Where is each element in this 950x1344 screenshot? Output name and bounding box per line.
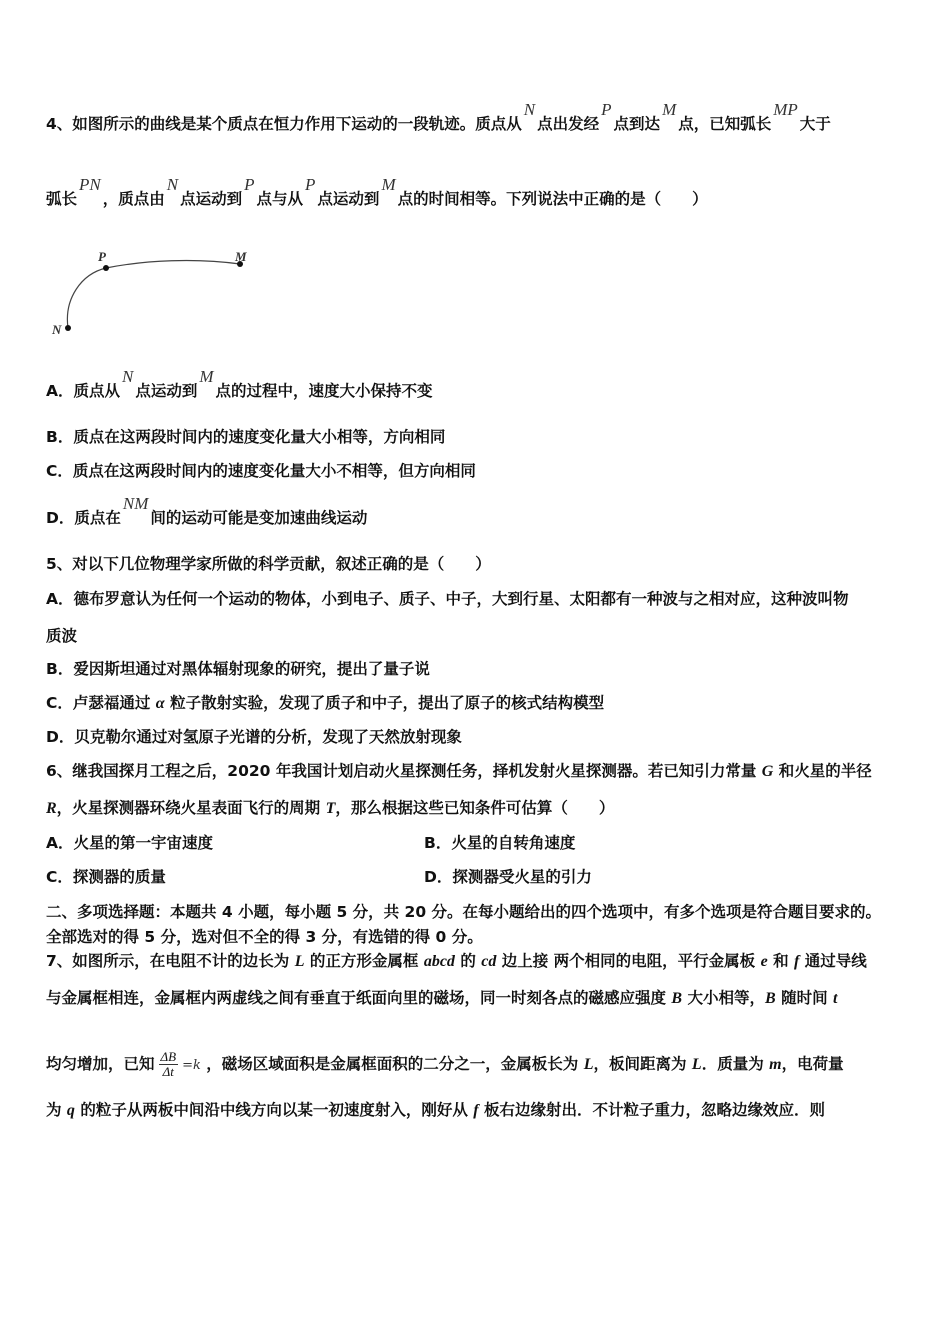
var-P: P [244,175,255,194]
q6-option-c: C．探测器的质量 [46,868,166,886]
q4-option-a: A．质点从N点运动到M点的过程中，速度大小保持不变 [46,367,433,400]
q6-options-row1 [46,833,910,853]
var-R: R [46,800,57,817]
q5-option-a-line1: A．德布罗意认为任何一个运动的物体，小到电子、质子、中子，大到行星、太阳都有一种波与之相对应，这种波叫物 [46,590,849,608]
var-cd: cd [481,953,497,970]
var-q: q [66,1102,75,1119]
trajectory-curve [67,261,240,328]
section2-instructions-line2: 全部选对的得 5 分，选对但不全的得 3 分，有选错的得 0 分。 [46,928,483,946]
q6-stem-line1: 6、继我国探月工程之后，2020 年我国计划启动火星探测任务，择机发射火星探测器。若已知引力常量 G 和火星的半径 [46,762,872,780]
label-p: P [98,249,106,264]
var-f: f [473,1102,479,1119]
q7-stem-line4: 为 q 的粒子从两板中间沿中线方向以某一初速度射入，刚好从 f 板右边缘射出．不计粒子重力，忽略边缘效应．则 [46,1101,825,1119]
var-alpha: α [155,695,165,712]
q4-stem-line1: 4、如图所示的曲线是某个质点在恒力作用下运动的一段轨迹。质点从N点出发经P点到达M点，已知弧长MP大于 [46,100,831,133]
q6-option-d: D．探测器受火星的引力 [424,868,592,886]
q4-option-c: C．质点在这两段时间内的速度变化量大小不相等，但方向相同 [46,462,476,480]
var-abcd: abcd [423,953,455,970]
q4-option-b: B．质点在这两段时间内的速度变化量大小相等，方向相同 [46,428,446,446]
equals-k: =k [182,1058,201,1073]
var-L: L [583,1056,594,1073]
fraction-dB-dt: $\frac{\Delta B}{\Delta t}$ [160,1049,177,1079]
label-m: M [235,249,247,264]
q6-options-row2 [46,867,910,887]
var-T: T [325,800,336,817]
var-P: P [601,100,612,119]
var-M: M [662,100,677,119]
var-L: L [691,1056,702,1073]
var-PN: PN [79,175,101,194]
var-N: N [122,367,134,386]
q5-option-b: B．爱因斯坦通过对黑体辐射现象的研究，提出了量子说 [46,660,430,678]
q7-stem-line3: 均匀增加，已知 $\frac{\Delta B}{\Delta t}$ =k ，磁场区域面积是金属框面积的二分之一，金属板长为 L，板间距离为 L．质量为 m，电荷量 [46,1049,844,1079]
var-P: P [305,175,316,194]
q4-option-d: D．质点在NM间的运动可能是变加速曲线运动 [46,494,368,527]
q7-stem-line1: 7、如图所示，在电阻不计的边长为 L 的正方形金属框 abcd 的 cd 边上接 两个相同的电阻，平行金属板 e 和 f 通过导线 [46,952,867,970]
trajectory-figure [46,244,256,339]
q6-stem-line2: R，火星探测器环绕火星表面飞行的周期 T，那么根据这些已知条件可估算（ ） [46,799,615,817]
q4-stem-line2: 弧长PN，质点由N点运动到P点与从P点运动到M点的时间相等。下列说法中正确的是（ ） [46,175,708,208]
var-G: G [761,763,774,780]
var-t: t [833,990,838,1007]
q6-option-a: A．火星的第一宇宙速度 [46,834,213,852]
var-MP: MP [773,100,798,119]
var-N: N [166,175,179,194]
q5-option-a-line2: 质波 [46,627,78,645]
var-NM: NM [122,494,149,513]
var-B: B [765,990,776,1007]
q5-option-c: C．卢瑟福通过 α 粒子散射实验，发现了质子和中子，提出了原子的核式结构模型 [46,694,605,712]
point-p [103,265,109,271]
q5-option-d: D．贝克勒尔通过对氢原子光谱的分析，发现了天然放射现象 [46,728,462,746]
var-M: M [199,367,214,386]
var-e: e [760,953,768,970]
q6-option-b: B．火星的自转角速度 [424,834,576,852]
q5-stem: 5、对以下几位物理学家所做的科学贡献，叙述正确的是（ ） [46,555,491,573]
var-M: M [381,175,396,194]
var-B: B [671,990,683,1007]
section2-instructions-line1: 二、多项选择题：本题共 4 小题，每小题 5 分，共 20 分。在每小题给出的四个选项中，有多个选项是符合题目要求的。 [46,903,882,921]
var-m: m [769,1056,782,1073]
var-f: f [794,953,800,970]
point-n [65,325,71,331]
var-N: N [523,100,536,119]
label-n: N [52,322,62,337]
q7-stem-line2: 与金属框相连，金属框内两虚线之间有垂直于纸面向里的磁场，同一时刻各点的磁感应强度 B 大小相等，B 随时间 t [46,989,838,1007]
var-L: L [294,953,305,970]
